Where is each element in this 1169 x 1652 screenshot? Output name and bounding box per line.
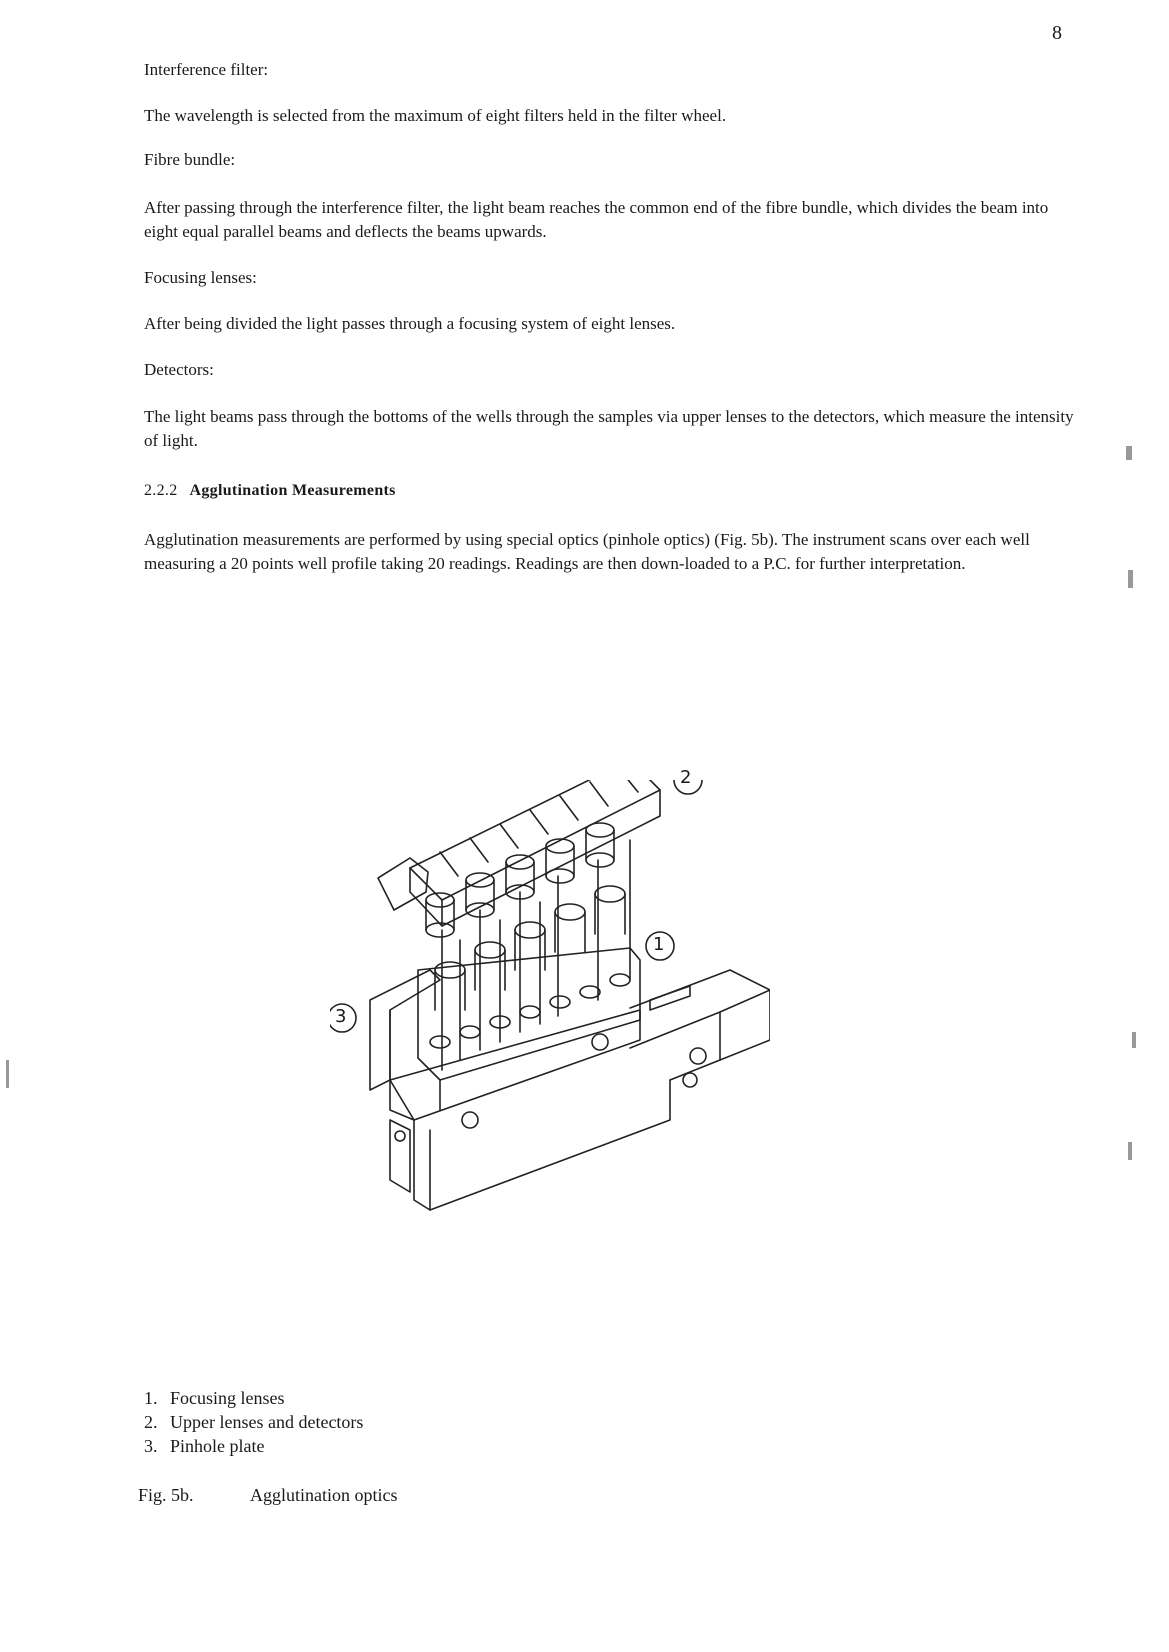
- heading-focusing-lenses: Focusing lenses:: [144, 268, 257, 287]
- legend-number: 3.: [144, 1436, 158, 1456]
- agglutination-optics-figure: [330, 767, 770, 1300]
- paragraph-interference-filter: The wavelength is selected from the maximum of eight filters held in the filter wheel.: [144, 106, 727, 125]
- scan-speck: [1132, 1032, 1136, 1048]
- legend-item: [144, 1410, 363, 1434]
- callout-1-label: 1: [653, 934, 665, 955]
- scan-speck: [6, 1060, 9, 1088]
- heading-detectors: Detectors:: [144, 360, 214, 379]
- figure-label: Fig. 5b.: [138, 1485, 194, 1505]
- scan-speck: [1128, 570, 1133, 588]
- paragraph-detectors: The light beams pass through the bottoms of the wells through the samples via upper lenses to the detectors, which measure the intensity of light.: [144, 407, 1074, 450]
- page-number: 8: [1052, 22, 1062, 44]
- scan-speck: [1126, 446, 1132, 460]
- callout-2-label: 2: [680, 767, 692, 788]
- section-number: 2.2.2: [144, 482, 178, 499]
- heading-fibre-bundle: Fibre bundle:: [144, 150, 236, 169]
- legend-text: Pinhole plate: [170, 1436, 265, 1456]
- heading-interference-filter: Interference filter:: [144, 60, 269, 79]
- paragraph-agglutination: Agglutination measurements are performed by using special optics (pinhole optics) (Fig. 5b). The instrument scans over each well measuring a 20 points well profile taking 20 readings. Readings are then down-loaded to a P.C. for further interpretation.: [144, 530, 1030, 573]
- paragraph-focusing-lenses: After being divided the light passes through a focusing system of eight lenses.: [144, 314, 676, 333]
- figure-title: Agglutination optics: [250, 1485, 398, 1505]
- legend-text: Focusing lenses: [170, 1388, 285, 1408]
- section-heading-agglutination: [144, 482, 396, 500]
- paragraph-fibre-bundle: After passing through the interference filter, the light beam reaches the common end of the fibre bundle, which divides the beam into eight equal parallel beams and deflects the beams upwards.: [144, 198, 1049, 241]
- legend-number: 1.: [144, 1388, 158, 1408]
- figure-legend: [144, 1386, 363, 1458]
- scan-speck: [1128, 1142, 1132, 1160]
- section-title: Agglutination Measurements: [189, 482, 396, 499]
- callout-3-label: 3: [335, 1006, 347, 1027]
- optics-drawing: [330, 780, 770, 1300]
- legend-text: Upper lenses and detectors: [170, 1412, 364, 1432]
- legend-item: [144, 1386, 363, 1410]
- legend-number: 2.: [144, 1412, 158, 1432]
- figure-caption: [138, 1485, 398, 1506]
- legend-item: [144, 1434, 363, 1458]
